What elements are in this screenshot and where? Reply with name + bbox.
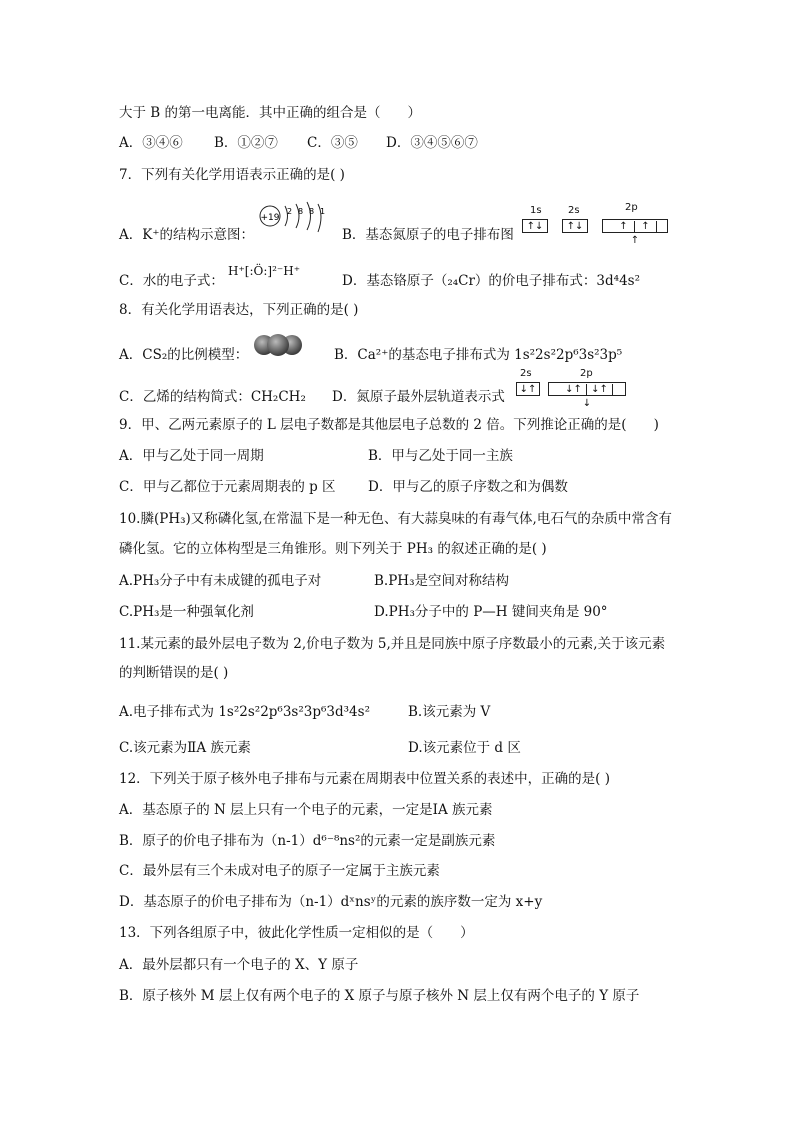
q11-option-d: D.该元素位于 d 区 xyxy=(408,740,521,756)
q12-option-a: A．基态原子的 N 层上只有一个电子的元素，一定是ⅠA 族元素 xyxy=(119,802,493,818)
water-electron-formula: H⁺[:Ö:]²⁻H⁺ xyxy=(228,264,301,278)
q11-option-b: B.该元素为 V xyxy=(408,704,491,720)
orbital-2p-2: ↑ xyxy=(635,221,657,233)
q9-stem: 9．甲、乙两元素原子的 L 层电子数都是其他层电子总数的 2 倍。下列推论正确的是( ) xyxy=(119,417,659,433)
q12-stem: 12．下列关于原子核外电子排布与元素在周期表中位置关系的表述中，正确的是( ) xyxy=(119,771,611,787)
orbital-box-1s: ↑↓ xyxy=(522,219,548,233)
q8-option-d: D．氮原子最外层轨道表示式 xyxy=(332,389,505,405)
q9-option-b: B．甲与乙处于同一主族 xyxy=(368,448,513,464)
q6-tail: 大于 B 的第一电离能．其中正确的组合是（ ） xyxy=(119,105,422,121)
q10-option-c: C.PH₃是一种强氧化剂 xyxy=(119,604,254,620)
q9-option-d: D．甲与乙的原子序数之和为偶数 xyxy=(368,479,568,495)
q6-option-b: B．①②⑦ xyxy=(214,135,278,151)
orbital-box-2p xyxy=(602,219,668,246)
cs2-space-filling-model xyxy=(253,334,305,358)
q10-stem-line2: 磷化氢。它的立体构型是三角锥形。则下列关于 PH₃ 的叙述正确的是( ) xyxy=(119,541,547,557)
q8-option-a: A．CS₂的比例模型： xyxy=(119,347,249,363)
q9-option-a: A．甲与乙处于同一周期 xyxy=(119,448,264,464)
q8-option-c: C．乙烯的结构简式：CH₂CH₂ xyxy=(119,389,306,405)
q7-option-d: D．基态铬原子（₂₄Cr）的价电子排布式：3d⁴4s² xyxy=(342,273,641,289)
q7-stem: 7．下列有关化学用语表示正确的是( ) xyxy=(119,167,345,183)
orbital-label-1s: 1s xyxy=(530,205,542,216)
shell-count-1: 2 xyxy=(287,207,293,216)
q8-option-b: B．Ca²⁺的基态电子排布式为 1s²2s²2p⁶3s²3p⁵ xyxy=(334,347,623,363)
shell-count-4: 1 xyxy=(320,207,326,216)
k-ion-structure-diagram xyxy=(258,200,328,240)
q13-option-a: A．最外层都只有一个电子的 X、Y 原子 xyxy=(119,957,359,973)
orbital-box-2s: ↓↑ xyxy=(516,382,540,396)
q7-option-a: A．K⁺的结构示意图： xyxy=(119,227,254,243)
q11-option-c: C.该元素为ⅡA 族元素 xyxy=(119,740,251,756)
q10-stem-line1: 10.膦(PH₃)又称磷化氢,在常温下是一种无色、有大蒜臭味的有毒气体,电石气的杂质中常含有 xyxy=(119,511,672,527)
q9-option-c: C．甲与乙都位于元素周期表的 p 区 xyxy=(119,479,336,495)
q6-option-a: A．③④⑥ xyxy=(119,135,183,151)
shell-count-2: 8 xyxy=(298,207,304,216)
q13-stem: 13．下列各组原子中，彼此化学性质一定相似的是（ ） xyxy=(119,925,474,941)
orbital-label-2p: 2p xyxy=(625,202,638,213)
orbital-box-2p xyxy=(548,382,626,409)
orbital-2p-1: ↓↑ xyxy=(561,384,587,396)
q11-stem-line2: 的判断错误的是( ) xyxy=(119,665,229,681)
q10-option-a: A.PH₃分子中有未成键的孤电子对 xyxy=(119,573,322,589)
orbital-box-2s: ↑↓ xyxy=(562,219,588,233)
orbital-label-2s: 2s xyxy=(568,205,580,216)
q12-option-b: B．原子的价电子排布为（n-1）d⁶⁻⁸ns²的元素一定是副族元素 xyxy=(119,833,496,849)
orbital-2p-3: ↓ xyxy=(582,398,592,409)
orbital-2p-3: ↑ xyxy=(630,235,640,246)
q10-option-d: D.PH₃分子中的 P—H 键间夹角是 90° xyxy=(374,604,608,620)
q10-option-b: B.PH₃是空间对称结构 xyxy=(374,573,509,589)
orbital-2p-2: ↓↑ xyxy=(587,384,613,396)
orbital-2p-1: ↑ xyxy=(613,221,635,233)
orbital-label-2s: 2s xyxy=(520,368,532,379)
q7-option-c: C．水的电子式： xyxy=(119,273,224,289)
orbital-label-2p: 2p xyxy=(580,368,593,379)
q6-option-d: D．③④⑤⑥⑦ xyxy=(386,135,478,151)
q6-option-c: C．③⑤ xyxy=(307,135,358,151)
q8-stem: 8．有关化学用语表达，下列正确的是( ) xyxy=(119,302,359,318)
nitrogen-outer-orbital-diagram xyxy=(516,368,642,409)
q12-option-d: D．基态原子的价电子排布为（n-1）dˣnsʸ的元素的族序数一定为 x+y xyxy=(119,894,543,910)
q11-option-a: A.电子排布式为 1s²2s²2p⁶3s²3p⁶3d³4s² xyxy=(119,704,370,720)
nitrogen-orbital-diagram xyxy=(522,202,672,246)
shell-count-3: 8 xyxy=(309,207,315,216)
q13-option-b: B．原子核外 M 层上仅有两个电子的 X 原子与原子核外 N 层上仅有两个电子的 Y 原子 xyxy=(119,988,640,1004)
q12-option-c: C．最外层有三个未成对电子的原子一定属于主族元素 xyxy=(119,863,440,879)
q7-option-b: B．基态氮原子的电子排布图 xyxy=(342,227,514,243)
q11-stem-line1: 11.某元素的最外层电子数为 2,价电子数为 5,并且是同族中原子序数最小的元素,关于该元素 xyxy=(119,636,666,652)
nucleus-label: +19 xyxy=(260,213,280,223)
